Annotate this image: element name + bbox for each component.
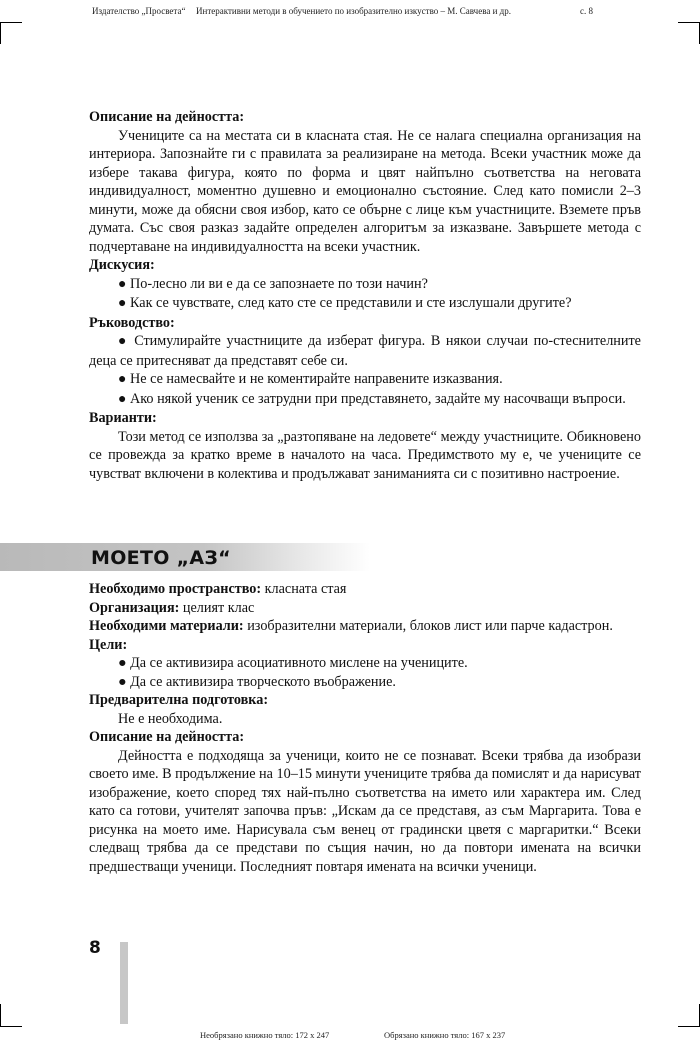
materials-value: изобразителни материали, блоков лист или парче кадастрон. (243, 618, 613, 634)
materials-line (89, 617, 641, 636)
preparation-heading: Предварителна подготовка: (89, 692, 269, 708)
description-heading: Описание на дейността: (89, 109, 245, 125)
crop-mark-top-left-v (0, 22, 1, 44)
footer-untrimmed-size: Необрязано книжно тяло: 172 x 247 (200, 1030, 330, 1040)
space-label: Необходимо пространство: (89, 581, 262, 597)
description-paragraph: Учениците са на местата си в класната стая. Не се налага специална организация на интериора. Запознайте ги с правилата за реализиране на метода. Всеки участник може да избере такава фигура, която по форма и цвят найпълно съответства на неговата индивидуалност, моментно душевно и емоционално състояние. След като помисли 2–3 минути, може да обясни своя избор, като се обърне с лице към участниците. Вземете пръв думата. Със своя разказ задайте определен алгоритъм за изказване. Завършете метода с подчертаване на индивидуалността на всеки участник. (89, 127, 641, 255)
description-heading: Описание на дейността: (89, 729, 245, 745)
bullet-icon: ● (118, 673, 127, 690)
header-publisher: Издателство „Просвета“ (92, 6, 186, 16)
bullet-icon: ● (118, 391, 127, 407)
space-line (89, 580, 641, 599)
list-item: ● Да се активизира асоциативното мислене на учениците. (118, 655, 468, 671)
header-page-ref: с. 8 (580, 6, 593, 16)
crop-mark-bottom-left-h (0, 1026, 22, 1027)
list-item: ● Как се чувствате, след като сте се представили и сте изслушали другите? (118, 295, 572, 311)
footer-trimmed-size: Обрязано книжно тяло: 167 x 237 (384, 1030, 506, 1040)
list-item: ● Да се активизира творческото въображение. (118, 673, 396, 690)
section-title: МОЕТО „АЗ“ (91, 547, 231, 569)
space-value: класната стая (261, 581, 347, 597)
running-header (0, 6, 700, 20)
preparation-text: Не е необходима. (118, 710, 223, 727)
list-item: ● Ако някой ученик се затрудни при представянето, задайте му насочващи въпроси. (118, 390, 626, 407)
goals-heading: Цели: (89, 636, 128, 653)
list-item: ● Не се намесвайте и не коментирайте направените изказвания. (118, 371, 503, 387)
method-description-part1 (89, 108, 641, 483)
page-number: 8 (89, 938, 101, 958)
materials-label: Необходими материали: (89, 618, 244, 634)
page-side-bar (120, 942, 128, 1024)
guidance-heading: Ръководство: (89, 314, 175, 331)
variants-heading: Варианти: (89, 410, 157, 426)
method-description-part2 (89, 580, 641, 876)
list-item: ● Стимулирайте участниците да изберат фигура. В някои случаи по-стеснителните деца се притесняват да представят себе си. (89, 333, 641, 369)
print-footer (0, 1030, 700, 1042)
organization-label: Организация: (89, 599, 180, 616)
crop-mark-top-right-h (678, 22, 700, 23)
bullet-icon: ● (118, 372, 127, 387)
organization-line (89, 599, 641, 618)
description-paragraph: Дейността е подходяща за ученици, които не се познават. Всеки трябва да изобрази своето име. В продължение на 10–15 минути учениците трябва да помислят и да нарисуват изображение, което според тях най-пълно съответства на името или характера им. След като са готови, учителят започва пръв: „Искам да се представя, аз съм Маргарита. Това е рисунка на моето име. Нарисувала съм венец от градински цветя с маргаритки.“ Всеки следващ трябва да се представи по същия начин, но да повтори имената на всички предшестващи ученици. Последният повтаря имената на всички ученици. (89, 747, 641, 875)
crop-mark-bottom-right-h (678, 1026, 700, 1027)
crop-mark-top-left-h (0, 22, 22, 23)
list-item: ● По-лесно ли ви е да се запознаете по този начин? (118, 275, 428, 292)
discussion-heading: Дискусия: (89, 257, 155, 273)
organization-value: целият клас (179, 599, 255, 616)
crop-mark-bottom-left-v (0, 1004, 1, 1026)
variants-paragraph: Този метод се използва за „разтопяване на ледовете“ между участниците. Обикновено се провежда за кратко време в началото на часа. Предимството му е, че учениците се чувстват включени в колектива и продължават заниманията си с позитивно настроение. (89, 428, 641, 482)
header-book-title: Интерактивни методи в обучението по изобразително изкуство – М. Савчева и др. (196, 6, 511, 16)
bullet-icon: ● (118, 334, 129, 349)
bullet-icon: ● (118, 276, 127, 292)
bullet-icon: ● (118, 655, 127, 671)
bullet-icon: ● (118, 296, 127, 311)
